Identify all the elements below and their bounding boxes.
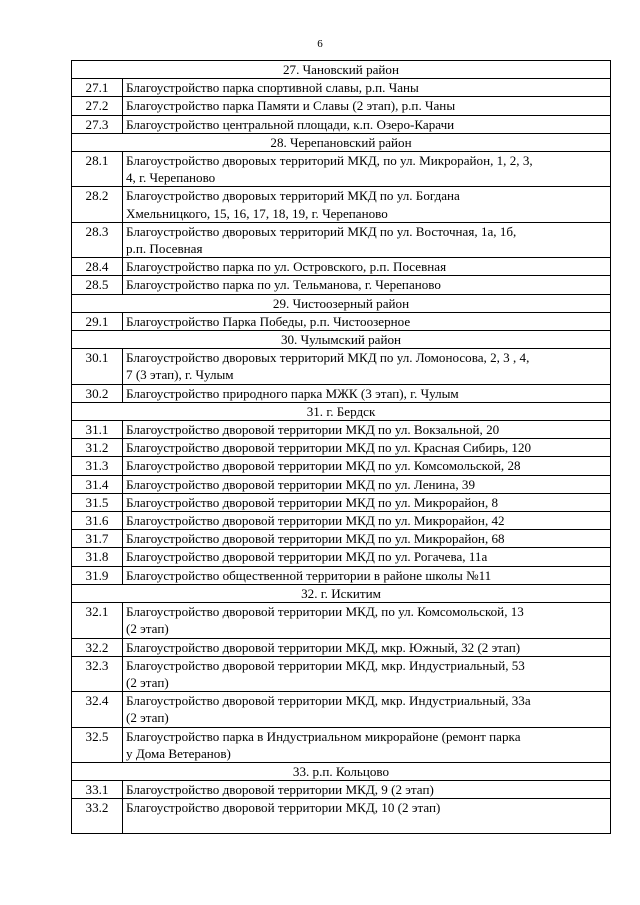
item-number: 30.1 (72, 349, 123, 384)
item-number: 32.3 (72, 656, 123, 691)
item-number: 32.4 (72, 692, 123, 727)
item-number: 31.5 (72, 493, 123, 511)
table-row (72, 548, 611, 566)
item-description: Благоустройство парка в Индустриальном микрорайоне (ремонт парка у Дома Ветеранов) (123, 727, 611, 762)
item-description: Благоустройство центральной площади, к.п. Озеро-Карачи (123, 115, 611, 133)
table-row (72, 97, 611, 115)
table-row (72, 187, 611, 222)
item-description: Благоустройство дворовой территории МКД по ул. Красная Сибирь, 120 (123, 439, 611, 457)
section-header: 32. г. Искитим (72, 584, 611, 602)
section-header-row (72, 402, 611, 420)
item-description: Благоустройство общественной территории в районе школы №11 (123, 566, 611, 584)
table-row (72, 475, 611, 493)
item-number: 27.3 (72, 115, 123, 133)
item-description: Благоустройство дворовой территории МКД по ул. Рогачева, 11а (123, 548, 611, 566)
item-number: 33.2 (72, 799, 123, 834)
item-number: 28.3 (72, 222, 123, 257)
table-row (72, 493, 611, 511)
item-number: 28.1 (72, 152, 123, 187)
item-number: 31.4 (72, 475, 123, 493)
item-number: 32.5 (72, 727, 123, 762)
item-number: 32.1 (72, 603, 123, 638)
item-description: Благоустройство дворовой территории МКД по ул. Вокзальной, 20 (123, 421, 611, 439)
table-row (72, 276, 611, 294)
page-number: 6 (317, 38, 323, 50)
item-number: 33.1 (72, 781, 123, 799)
objects-table (71, 60, 611, 834)
item-description: Благоустройство дворовой территории МКД, мкр. Индустриальный, 33а (2 этап) (123, 692, 611, 727)
item-description: Благоустройство парка по ул. Островского, р.п. Посевная (123, 258, 611, 276)
table-row (72, 421, 611, 439)
item-number: 28.5 (72, 276, 123, 294)
item-description: Благоустройство природного парка МЖК (3 этап), г. Чулым (123, 384, 611, 402)
item-number: 31.9 (72, 566, 123, 584)
item-number: 31.1 (72, 421, 123, 439)
item-description: Благоустройство дворовой территории МКД по ул. Ленина, 39 (123, 475, 611, 493)
item-description: Благоустройство дворовых территорий МКД, по ул. Микрорайон, 1, 2, 3, 4, г. Черепаново (123, 152, 611, 187)
item-description: Благоустройство дворовой территории МКД по ул. Микрорайон, 8 (123, 493, 611, 511)
table-row (72, 222, 611, 257)
item-description: Благоустройство дворовой территории МКД, 10 (2 этап) (123, 799, 611, 834)
table-row (72, 349, 611, 384)
item-description: Благоустройство парка по ул. Тельманова, г. Черепаново (123, 276, 611, 294)
item-description: Благоустройство дворовых территорий МКД по ул. Богдана Хмельницкого, 15, 16, 17, 18, 19, г. Черепаново (123, 187, 611, 222)
table-row (72, 781, 611, 799)
item-number: 31.3 (72, 457, 123, 475)
table-row (72, 79, 611, 97)
item-description: Благоустройство парка Памяти и Славы (2 этап), р.п. Чаны (123, 97, 611, 115)
item-number: 31.2 (72, 439, 123, 457)
item-number: 30.2 (72, 384, 123, 402)
section-header-row (72, 762, 611, 780)
section-header: 27. Чановский район (72, 61, 611, 79)
item-number: 27.1 (72, 79, 123, 97)
item-description: Благоустройство дворовой территории МКД по ул. Микрорайон, 42 (123, 512, 611, 530)
section-header: 31. г. Бердск (72, 402, 611, 420)
item-number: 32.2 (72, 638, 123, 656)
item-description: Благоустройство дворовой территории МКД, по ул. Комсомольской, 13 (2 этап) (123, 603, 611, 638)
item-number: 31.6 (72, 512, 123, 530)
table-row (72, 530, 611, 548)
item-description: Благоустройство дворовой территории МКД, мкр. Индустриальный, 53 (2 этап) (123, 656, 611, 691)
section-header-row (72, 61, 611, 79)
item-description: Благоустройство дворовой территории МКД, 9 (2 этап) (123, 781, 611, 799)
table-row (72, 638, 611, 656)
table-row (72, 727, 611, 762)
item-description: Благоустройство дворовых территорий МКД по ул. Ломоносова, 2, 3 , 4, 7 (3 этап), г. Чулым (123, 349, 611, 384)
item-description: Благоустройство дворовой территории МКД по ул. Комсомольской, 28 (123, 457, 611, 475)
item-description: Благоустройство Парка Победы, р.п. Чистоозерное (123, 312, 611, 330)
item-description: Благоустройство дворовых территорий МКД по ул. Восточная, 1а, 1б, р.п. Посевная (123, 222, 611, 257)
table-row (72, 603, 611, 638)
section-header: 28. Черепановский район (72, 133, 611, 151)
table-row (72, 258, 611, 276)
item-number: 29.1 (72, 312, 123, 330)
section-header: 30. Чулымский район (72, 331, 611, 349)
table-row (72, 439, 611, 457)
item-description: Благоустройство парка спортивной славы, р.п. Чаны (123, 79, 611, 97)
item-number: 28.4 (72, 258, 123, 276)
table-row (72, 799, 611, 834)
section-header-row (72, 133, 611, 151)
table-row (72, 566, 611, 584)
item-number: 31.8 (72, 548, 123, 566)
item-number: 28.2 (72, 187, 123, 222)
section-header: 33. р.п. Кольцово (72, 762, 611, 780)
section-header-row (72, 294, 611, 312)
item-description: Благоустройство дворовой территории МКД по ул. Микрорайон, 68 (123, 530, 611, 548)
table-row (72, 656, 611, 691)
table-row (72, 152, 611, 187)
section-header-row (72, 584, 611, 602)
item-description: Благоустройство дворовой территории МКД, мкр. Южный, 32 (2 этап) (123, 638, 611, 656)
item-number: 31.7 (72, 530, 123, 548)
objects-table-body (72, 61, 611, 834)
table-row (72, 457, 611, 475)
table-row (72, 115, 611, 133)
section-header: 29. Чистоозерный район (72, 294, 611, 312)
section-header-row (72, 331, 611, 349)
table-row (72, 384, 611, 402)
table-row (72, 312, 611, 330)
table-row (72, 512, 611, 530)
item-number: 27.2 (72, 97, 123, 115)
table-row (72, 692, 611, 727)
